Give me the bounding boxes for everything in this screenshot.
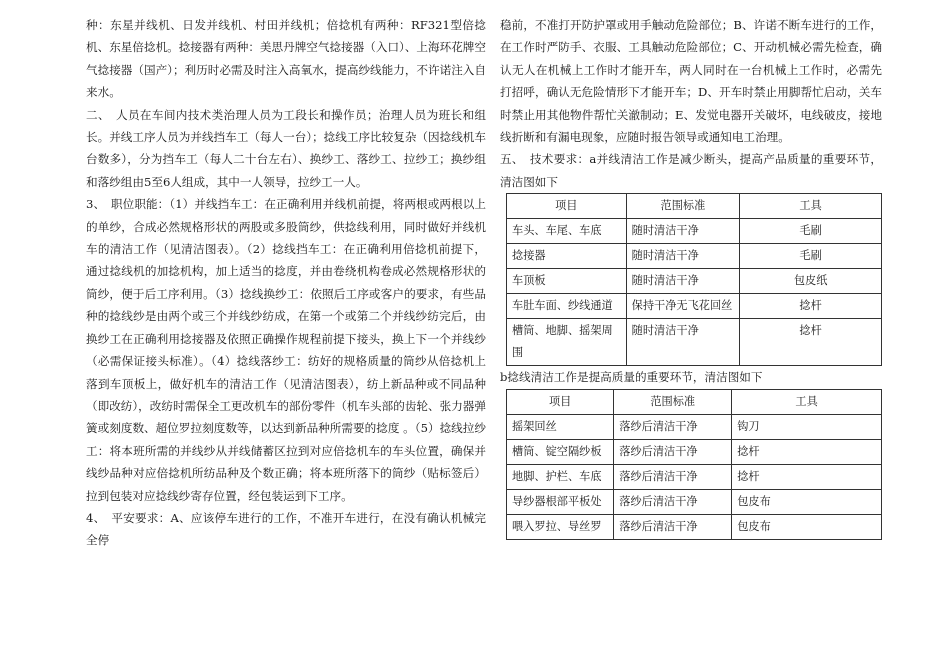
cell-item: 地脚、护栏、车底: [507, 464, 614, 489]
cell-item: 摇架回丝: [507, 414, 614, 439]
cell-item: 导纱器根部平板处: [507, 489, 614, 514]
cell-standard: 落纱后清洁干净: [614, 489, 732, 514]
header-tool: 工具: [740, 194, 882, 219]
left-column: [86, 14, 486, 552]
cell-standard: 保持干净无飞花回丝: [626, 294, 740, 319]
cell-tool: 捻杆: [732, 439, 882, 464]
cleaning-table-doubling: [506, 193, 882, 366]
cell-tool: 捻杆: [732, 464, 882, 489]
header-standard: 范围标准: [614, 389, 732, 414]
cell-standard: 落纱后清洁干净: [614, 464, 732, 489]
cell-item: 喂入罗拉、导丝罗: [507, 514, 614, 539]
cleaning-table-twisting: [506, 389, 882, 540]
paragraph-job-functions: 3、 职位职能：（1）并线挡车工：在正确利用并线机前提，将两根或两根以上的单纱，合成必然规格形状的两股或多股筒纱，供捻线利用，同时做好并线机车的清洁工作（见清洁图表）。（2）捻线挡车工：在正确利用倍捻机前提下，通过捻线机的加捻机构，加上适当的捻度，并由卷绕机构卷成必然规格形状的筒纱，便于后工序利用。（3）捻线换纱工：依照后工序或客户的要求，有些品种的捻线纱是由两个或三个并线纱纺成，在第一个或第二个并线纱纺完后，由换纱工在正确利用捻接器及依照正确操作规程前提下接头，换上下一个并线纱（必需保证接头标准）。（4）捻线落纱工：纺好的规格质量的筒纱从倍捻机上落到车顶板上，做好机车的清洁工作（见清洁图表），纺上新品种或不同品种（即改纺），改纺时需保全工更改机车的部份零件（机车头部的齿轮、张力器弹簧或刻度数、超位罗拉刻度数等，以达到新品种所需要的捻度 。（5）捻线拉纱工：将本班所需的并线纱从并线储蓄区拉到对应倍捻机车的车头位置，确保并线纱品种对应倍捻机所纺品种及个数正确；将本班所落下的筒纱（贴标签后）拉到包装对应捻线纱寄存位置，经包装运到下工序。: [86, 197, 486, 503]
table-row: [507, 439, 882, 464]
paragraph-personnel: 二、 人员在车间内技术类治理人员为工段长和操作员；治理人员为班长和组长。并线工序人员为并线挡车工（每人一台）；捻线工序比较复杂（因捻线机车台数多），分为挡车工（每人二十台左右）、换纱工、落纱工、拉纱工；换纱组和落纱组由5至6人组成，其中一人领导，拉纱工一人。: [86, 107, 486, 189]
cell-standard: 落纱后清洁干净: [614, 414, 732, 439]
table-row: [507, 244, 882, 269]
paragraph-safety-start: 4、 平安要求：A、应该停车进行的工作，不准开车进行，在没有确认机械完全停: [86, 510, 486, 548]
table-row: [507, 294, 882, 319]
header-tool: 工具: [732, 389, 882, 414]
cell-item: 槽筒、锭空隔纱板: [507, 439, 614, 464]
right-column: [500, 14, 882, 540]
cell-tool: 捻杆: [740, 294, 882, 319]
cell-tool: 毛刷: [740, 219, 882, 244]
cell-standard: 随时清洁干净: [626, 244, 740, 269]
cell-tool: 毛刷: [740, 244, 882, 269]
table-header-row: [507, 194, 882, 219]
cell-standard: 随时清洁干净: [626, 269, 740, 294]
cell-standard: 落纱后清洁干净: [614, 514, 732, 539]
header-standard: 范围标准: [626, 194, 740, 219]
table-row: [507, 489, 882, 514]
cell-tool: 捻杆: [740, 319, 882, 366]
header-item: 项目: [507, 389, 614, 414]
table-row: [507, 319, 882, 366]
cell-tool: 包皮布: [732, 514, 882, 539]
cell-standard: 随时清洁干净: [626, 219, 740, 244]
cell-standard: 随时清洁干净: [626, 319, 740, 366]
table-row: [507, 514, 882, 539]
cell-item: 车头、车尾、车底: [507, 219, 627, 244]
cell-tool: 钩刀: [732, 414, 882, 439]
cell-item: 槽筒、地脚、摇架周围: [507, 319, 627, 366]
cell-standard: 落纱后清洁干净: [614, 439, 732, 464]
caption-twisting-cleaning: b捻线清洁工作是提高质量的重要环节，清洁图如下: [500, 370, 763, 385]
table-row: [507, 219, 882, 244]
header-item: 项目: [507, 194, 627, 219]
table-row: [507, 269, 882, 294]
paragraph-safety-end: 稳前，不准打开防护罩或用手触动危险部位；B、许诺不断车进行的工作，在工作时严防手、衣服、工具触动危险部位；C、开动机械必需先检查，确认无人在机械上工作时才能开车，两人同时在一台机械上工作时，必需先打招呼，确认无危险情形下才能开车；D、开车时禁止用脚帮忙启动，关车时禁止用其他物件帮忙关澈制动；E、发觉电器开关破坏，电线破皮，接地线折断和有漏电现象，应随时报告领导或通知电工治理。: [500, 18, 882, 145]
table-header-row: [507, 389, 882, 414]
cell-item: 车肚车面、纱线通道: [507, 294, 627, 319]
table-row: [507, 464, 882, 489]
paragraph-equipment: 种：东星并线机、日发并线机、村田并线机；倍捻机有两种：RF321型倍捻机、东星倍捻机。捻接器有两种：美思丹牌空气捻接器（入口）、上海环花牌空气捻接器（国产）；利历时必需及时注入高氧水，提高纱线能力，不许诺注入自来水。: [86, 18, 486, 100]
paragraph-tech-requirements: 五、 技术要求：a并线清洁工作是减少断头，提高产品质量的重要环节，清洁图如下: [500, 152, 882, 189]
cell-item: 捻接器: [507, 244, 627, 269]
cell-tool: 包皮纸: [740, 269, 882, 294]
cell-tool: 包皮布: [732, 489, 882, 514]
table-row: [507, 414, 882, 439]
cell-item: 车顶板: [507, 269, 627, 294]
